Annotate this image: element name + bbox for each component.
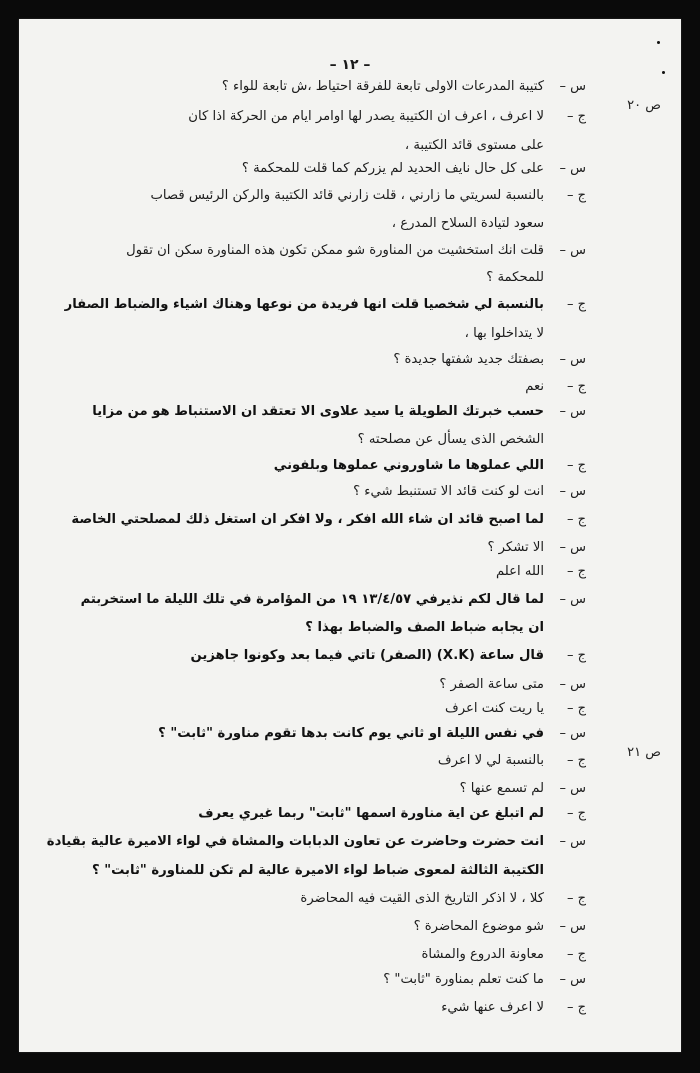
transcript-line: الشخص الذى يسأل عن مصلحته ؟ <box>357 432 544 447</box>
speaker-marker: س – <box>559 726 586 741</box>
transcript-line: لا اعرف عنها شيء <box>441 1000 544 1015</box>
page-number: – ١٢ – <box>329 57 371 73</box>
transcript-line: شو موضوع المحاضرة ؟ <box>413 919 544 934</box>
speaker-marker: س – <box>559 781 586 796</box>
transcript-line: في نفس الليلة او ثاني يوم كانت بدها تقوم مناورة "ثابت" ؟ <box>158 726 544 741</box>
speaker-marker: ج – <box>566 564 586 579</box>
transcript-line: على مستوى قائد الكتيبة ، <box>404 138 544 153</box>
speaker-marker: ج – <box>566 806 586 821</box>
transcript-line: سعود لتيادة السلاح المدرع ، <box>391 216 544 231</box>
transcript-line: متى ساعة الصفر ؟ <box>439 677 544 692</box>
speaker-marker: ج – <box>566 512 586 527</box>
speaker-marker: س – <box>559 404 586 419</box>
transcript-line: الا تشكر ؟ <box>487 540 544 555</box>
transcript-line: لا يتداخلوا بها ، <box>464 326 544 341</box>
document-page <box>19 19 681 1052</box>
speaker-marker: ج – <box>566 297 586 312</box>
transcript-line: انت حضرت وحاضرت عن تعاون الدبابات والمشاة في لواء الاميرة عالية بقيادة <box>46 834 544 849</box>
transcript-line: لا اعرف ، اعرف ان الكتيبة يصدر لها اوامر ايام من الحركة اذا كان <box>188 109 544 124</box>
transcript-line: انت لو كنت قائد الا تستنبط شيء ؟ <box>353 484 544 499</box>
margin-note: ص ٢١ <box>627 745 661 760</box>
speaker-marker: س – <box>559 592 586 607</box>
transcript-line: كتيبة المدرعات الاولى تابعة للفرقة احتياط ،ش تابعة للواء ؟ <box>221 79 544 94</box>
transcript-line: حسب خبرتك الطويلة يا سيد علاوى الا تعتقد ان الاستنباط هو من مزايا <box>92 404 544 419</box>
transcript-line: بصفتك جديد شفتها جديدة ؟ <box>393 352 544 367</box>
speaker-marker: ج – <box>566 891 586 906</box>
transcript-line: لما قال لكم نذيرفي ١٣/٤/٥٧ ١٩ من المؤامرة في تلك الليلة ما استخربتم <box>80 592 544 607</box>
punch-dot <box>657 41 660 44</box>
speaker-marker: ج – <box>566 1000 586 1015</box>
speaker-marker: ج – <box>566 648 586 663</box>
speaker-marker: ج – <box>566 188 586 203</box>
transcript-line: بالنسبة لسريتي ما زارني ، قلت زارني قائد الكتيبة والركن الرئيس قصاب <box>150 188 544 203</box>
transcript-line: ما كنت تعلم بمناورة "ثابت" ؟ <box>383 972 544 987</box>
speaker-marker: س – <box>559 834 586 849</box>
transcript-line: يا ريت كنت اعرف <box>445 701 544 716</box>
transcript-line: ان يجابه ضباط الصف والضباط بهذا ؟ <box>305 620 544 635</box>
transcript-line: بالنسبة لي شخصيا قلت انها فريدة من نوعها وهناك اشياء والضباط الصفار <box>64 297 544 312</box>
transcript-line: معاونة الدروع والمشاة <box>421 947 544 962</box>
speaker-marker: ج – <box>566 109 586 124</box>
margin-note: ص ٢٠ <box>627 98 661 113</box>
speaker-marker: ج – <box>566 753 586 768</box>
transcript-line: كلا ، لا اذكر التاريخ الذى القيت فيه المحاضرة <box>300 891 544 906</box>
speaker-marker: س – <box>559 677 586 692</box>
transcript-line: لما اصبح قائد ان شاء الله افكر ، ولا افكر ان استغل ذلك لمصلحتي الخاصة <box>71 512 544 527</box>
transcript-line: نعم <box>525 379 544 394</box>
transcript-line: اللي عملوها ما شاوروني عملوها وبلفوني <box>273 458 544 473</box>
transcript-line: لم تسمع عنها ؟ <box>459 781 544 796</box>
transcript-line: الله اعلم <box>496 564 544 579</box>
speaker-marker: س – <box>559 243 586 258</box>
transcript-line: لم اتبلغ عن اية مناورة اسمها "ثابت" ربما غيري يعرف <box>198 806 544 821</box>
transcript-line: على كل حال نايف الحديد لم يزركم كما قلت للمحكمة ؟ <box>241 161 544 176</box>
transcript-line: قال ساعة (X.K) (الصفر) تاتي فيما بعد وكونوا جاهزين <box>190 648 544 663</box>
transcript-line: للمحكمة ؟ <box>486 270 544 285</box>
speaker-marker: ج – <box>566 379 586 394</box>
speaker-marker: س – <box>559 972 586 987</box>
speaker-marker: س – <box>559 484 586 499</box>
speaker-marker: ج – <box>566 458 586 473</box>
speaker-marker: س – <box>559 540 586 555</box>
transcript-line: بالنسبة لي لا اعرف <box>437 753 544 768</box>
speaker-marker: س – <box>559 919 586 934</box>
speaker-marker: س – <box>559 79 586 94</box>
transcript-line: الكتيبة الثالثة لمعوى ضباط لواء الاميرة عالية لم تكن للمناورة "ثابت" ؟ <box>91 863 544 878</box>
speaker-marker: ج – <box>566 701 586 716</box>
speaker-marker: س – <box>559 352 586 367</box>
transcript-line: قلت انك استخشيت من المناورة شو ممكن تكون هذه المناورة سكن ان تقول <box>126 243 544 258</box>
speaker-marker: ج – <box>566 947 586 962</box>
speaker-marker: س – <box>559 161 586 176</box>
